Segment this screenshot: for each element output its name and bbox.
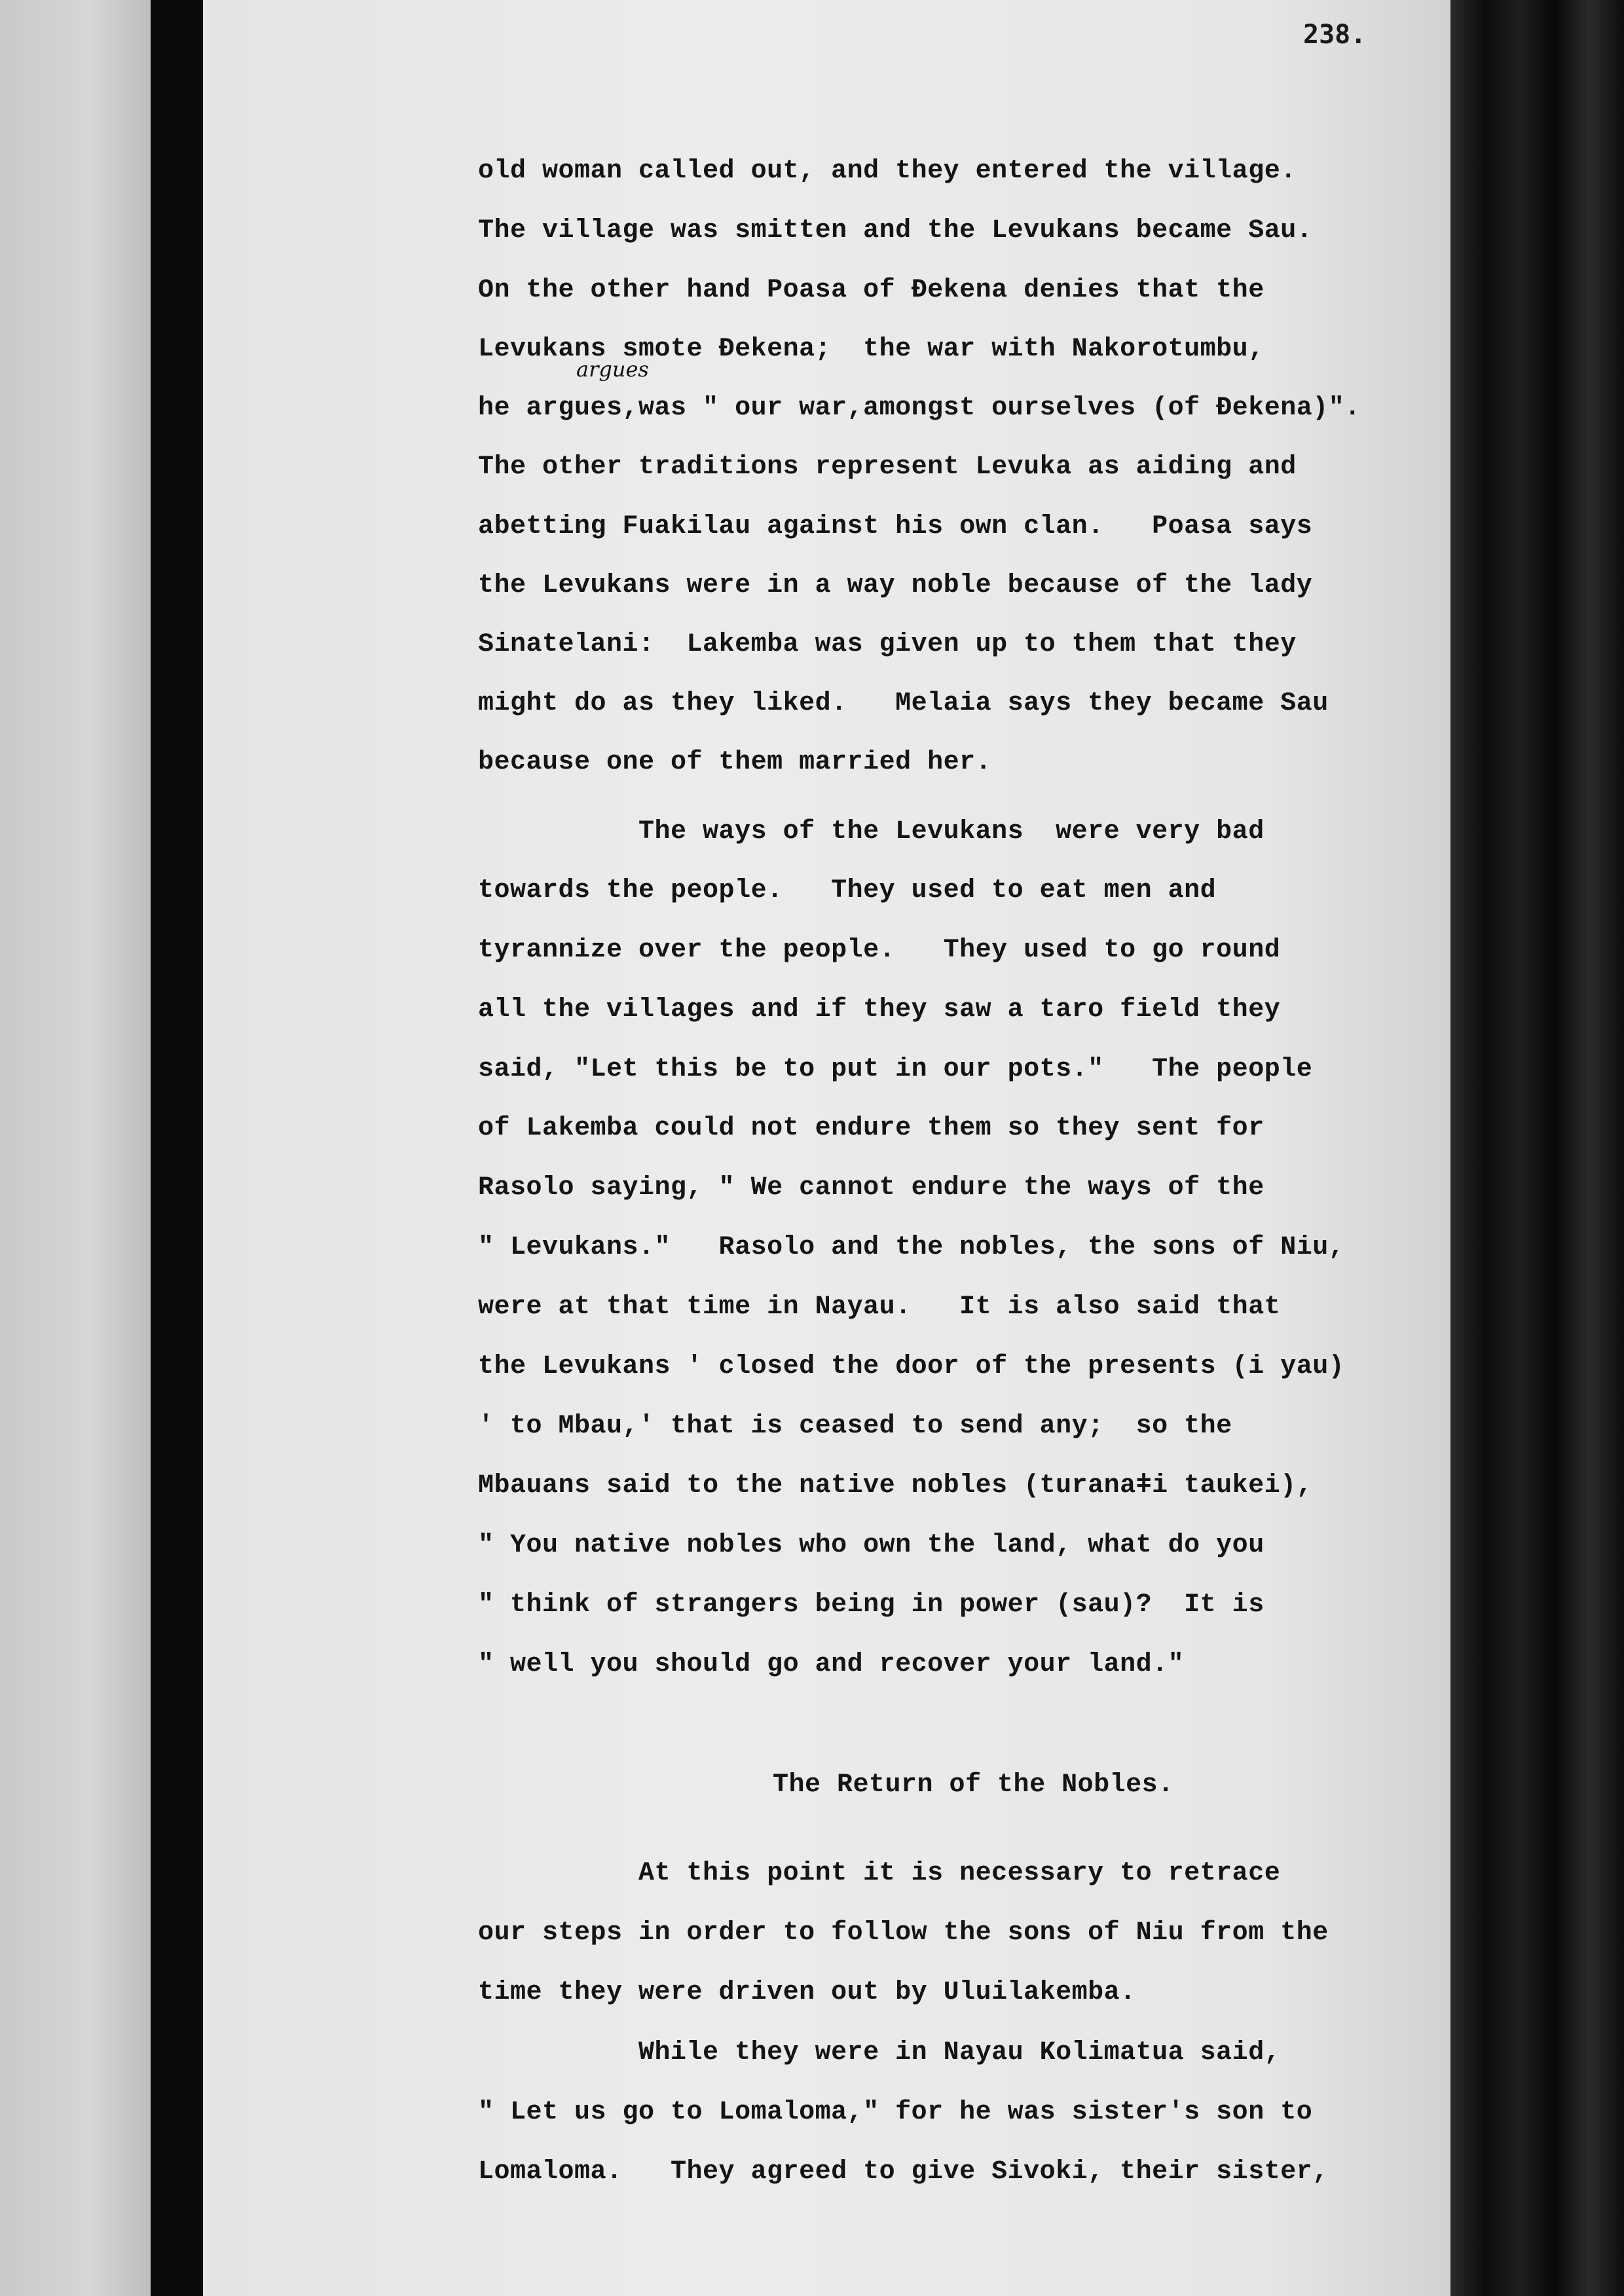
text-line: he argues,was " our war,amongst ourselves (of Ɖekena)". — [478, 393, 1361, 423]
text-line: were at that time in Nayau. It is also said that — [478, 1292, 1281, 1322]
text-line: On the other hand Poasa of Ɖekena denies that the — [478, 276, 1264, 305]
text-line: " Let us go to Lomaloma," for he was sister's son to — [478, 2098, 1313, 2127]
page-number: 238. — [1303, 20, 1367, 50]
text-line: the Levukans were in a way noble because of the lady — [478, 571, 1313, 600]
text-line: The ways of the Levukans were very bad — [478, 817, 1264, 847]
text-line: because one of them married her. — [478, 748, 992, 777]
text-line: tyrannize over the people. They used to go round — [478, 936, 1281, 965]
book-binding — [1450, 0, 1624, 2296]
text-line: Sinatelani: Lakemba was given up to them that they — [478, 630, 1297, 659]
left-dark-border — [151, 0, 203, 2296]
text-line: our steps in order to follow the sons of Niu from the — [478, 1918, 1329, 1948]
text-line: the Levukans ' closed the door of the presents (i yau) — [478, 1352, 1345, 1381]
text-line: Mbauans said to the native nobles (turanaǂi taukei), — [478, 1471, 1313, 1501]
text-line: " You native nobles who own the land, what do you — [478, 1531, 1264, 1560]
text-line: all the villages and if they saw a taro field they — [478, 995, 1281, 1025]
text-line: time they were driven out by Uluilakemba. — [478, 1978, 1136, 2007]
text-line: " Levukans." Rasolo and the nobles, the sons of Niu, — [478, 1233, 1345, 1262]
text-line: The village was smitten and the Levukans became Sau. — [478, 216, 1313, 246]
text-line: " well you should go and recover your land." — [478, 1650, 1185, 1679]
text-line: The other traditions represent Levuka as aiding and — [478, 452, 1297, 482]
text-line: towards the people. They used to eat men and — [478, 876, 1217, 905]
section-heading: The Return of the Nobles. — [773, 1770, 1174, 1800]
text-line: While they were in Nayau Kolimatua said, — [478, 2038, 1281, 2068]
text-line: said, "Let this be to put in our pots." The people — [478, 1055, 1313, 1084]
text-line: Levukans smote Ɖekena; the war with Nakorotumbu, — [478, 335, 1264, 364]
text-line: " think of strangers being in power (sau)? It is — [478, 1590, 1264, 1620]
text-line: Lomaloma. They agreed to give Sivoki, their sister, — [478, 2157, 1329, 2187]
handwritten-insert: argues — [576, 357, 649, 382]
text-line: abetting Fuakilau against his own clan. Poasa says — [478, 512, 1313, 541]
text-line: Rasolo saying, " We cannot endure the ways of the — [478, 1173, 1264, 1203]
left-margin — [0, 0, 151, 2296]
text-line: old woman called out, and they entered the village. — [478, 156, 1297, 186]
text-line: At this point it is necessary to retrace — [478, 1859, 1281, 1888]
text-line: might do as they liked. Melaia says they became Sau — [478, 689, 1329, 718]
text-line: ' to Mbau,' that is ceased to send any; so the — [478, 1412, 1232, 1441]
text-line: of Lakemba could not endure them so they sent for — [478, 1114, 1264, 1143]
